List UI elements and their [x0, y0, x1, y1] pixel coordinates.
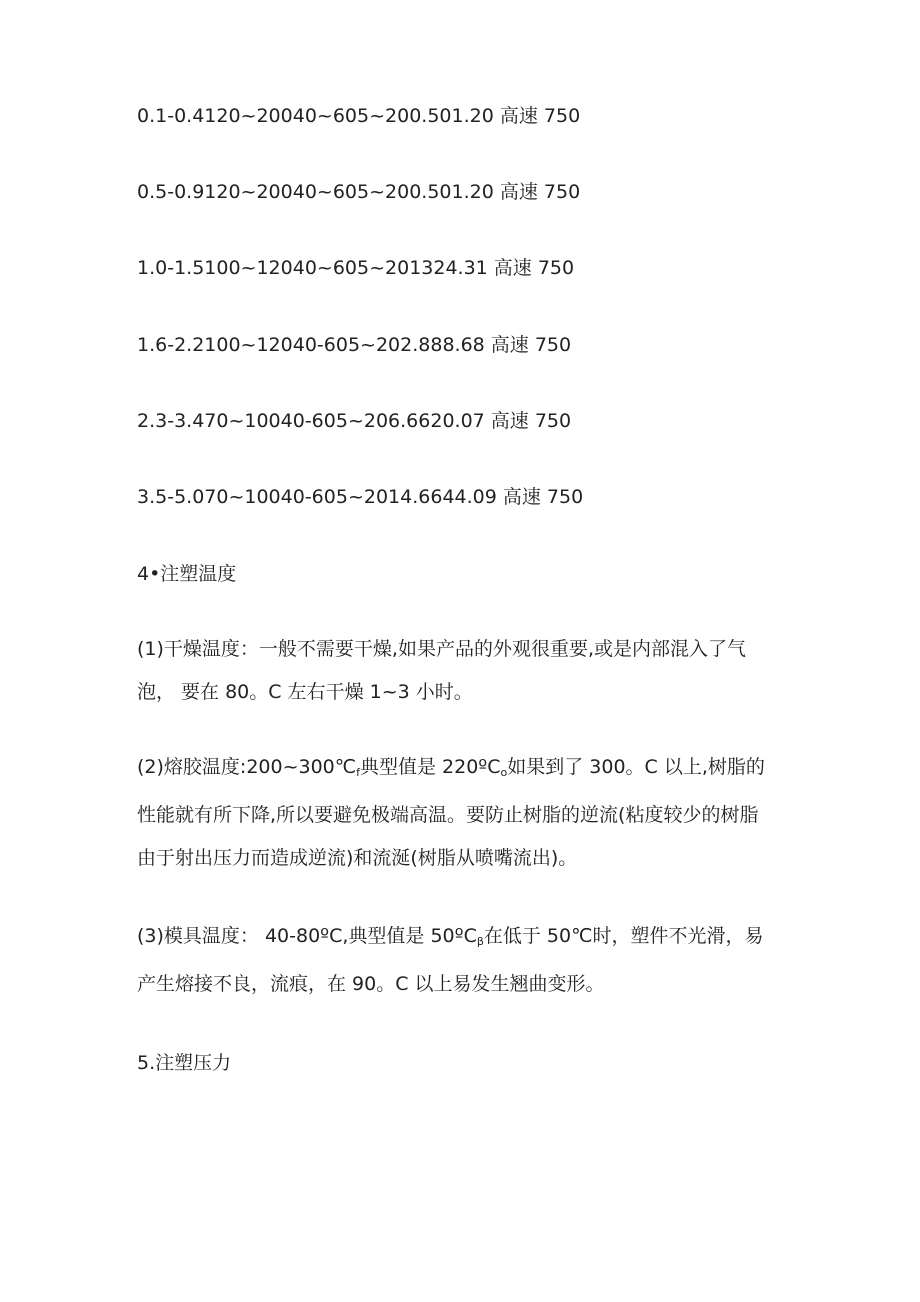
paragraph-line: 性能就有所下降,所以要避免极端高温。要防止树脂的逆流(粘度较少的树脂: [137, 804, 759, 826]
table-row-5: 2.3-3.470~10040-605~206.6620.07 高速 750: [137, 410, 572, 432]
paragraph-line: (3)模具温度： 40-80ºC,典型值是 50ºC$_\beta$在低于 50℃时，塑件不光滑，易: [137, 925, 764, 948]
paragraph-line: (1)干燥温度：一般不需要干燥,如果产品的外观很重要,或是内部混入了气: [137, 638, 746, 660]
table-row-4: 1.6-2.2100~12040-605~202.888.68 高速 750: [137, 334, 572, 356]
paragraph-line: 泡， 要在 80。C 左右干燥 1~3 小时。: [137, 681, 473, 703]
table-row-6: 3.5-5.070~10040-605~2014.6644.09 高速 750: [137, 486, 584, 508]
paragraph-mold-temperature: [137, 915, 787, 1006]
section-4-heading: 4•注塑温度: [137, 563, 237, 585]
table-row-2: 0.5-0.9120~20040~605~200.501.20 高速 750: [137, 181, 581, 203]
table-row-3: 1.0-1.5100~12040~605~201324.31 高速 750: [137, 257, 575, 279]
paragraph-drying-temperature: [137, 628, 787, 714]
paragraph-melt-temperature: [137, 746, 787, 880]
table-row-1: 0.1-0.4120~20040~605~200.501.20 高速 750: [137, 105, 581, 127]
paragraph-line: (2)熔胶温度$:200\sim 300℃_f$典型值是 220ºC$_o$如果到了 300。C 以上,树脂的: [137, 756, 765, 779]
paragraph-line: 由于射出压力而造成逆流)和流涎(树脂从喷嘴流出)。: [137, 847, 578, 869]
section-5-heading: 5.注塑压力: [137, 1052, 232, 1074]
paragraph-line: 产生熔接不良，流痕，在 90。C 以上易发生翘曲变形。: [137, 973, 605, 995]
